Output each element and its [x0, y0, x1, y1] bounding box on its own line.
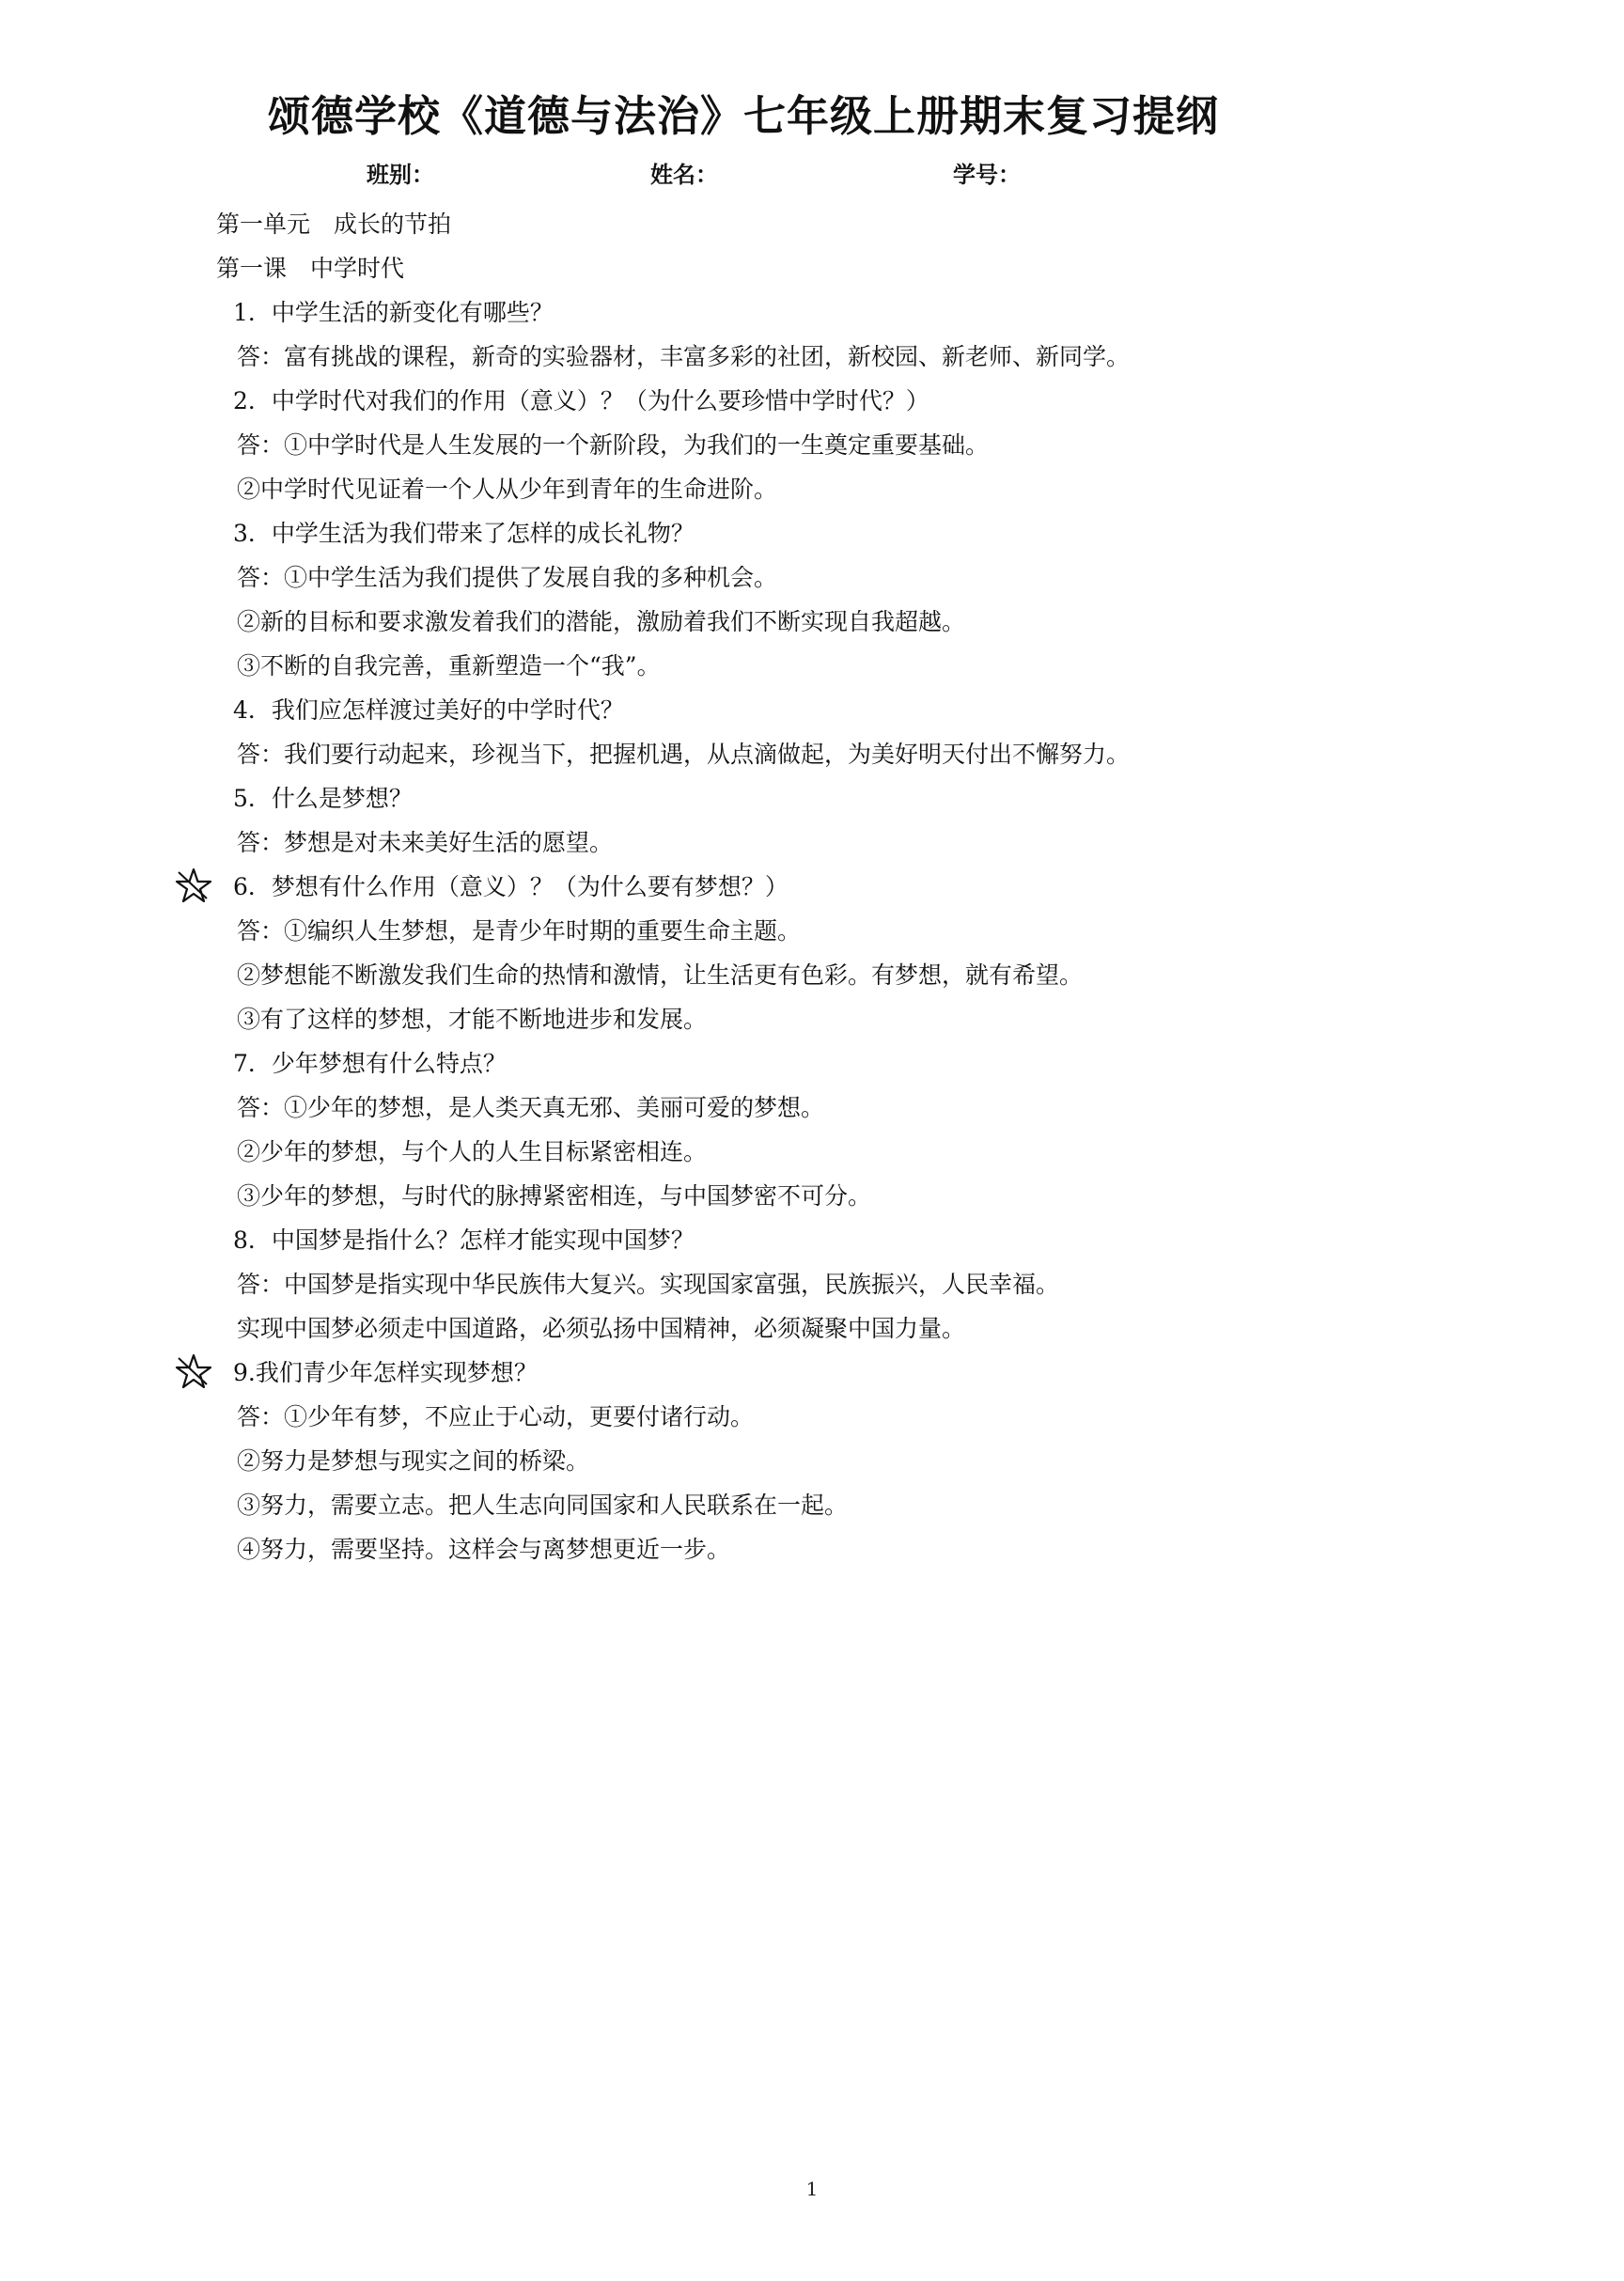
content-line-text: ③有了这样的梦想，才能不断地进步和发展。 [237, 1006, 708, 1034]
content-line [216, 732, 1558, 776]
content-line-text: 答：我们要行动起来，珍视当下，把握机遇，从点滴做起，为美好明天付出不懈努力。 [237, 741, 1131, 769]
content-line [216, 1527, 1558, 1571]
content-line-text: 答：①少年有梦，不应止于心动，更要付诸行动。 [237, 1403, 755, 1431]
content-line-text: 2．中学时代对我们的作用（意义）？（为什么要珍惜中学时代？） [233, 387, 929, 415]
content-line-text: ③少年的梦想，与时代的脉搏紧密相连，与中国梦密不可分。 [237, 1182, 872, 1211]
content-lines [216, 202, 1558, 1571]
content-line-text: 第一单元 成长的节拍 [216, 211, 452, 239]
content-line [216, 865, 1558, 909]
content-line [216, 511, 1558, 555]
content-line-text: 答：中国梦是指实现中华民族伟大复兴。实现国家富强，民族振兴，人民幸福。 [237, 1271, 1060, 1299]
content-line [216, 1174, 1558, 1218]
content-line-text: 第一课 中学时代 [216, 255, 405, 283]
content-line [216, 909, 1558, 953]
content-line-text: 8．中国梦是指什么？怎样才能实现中国梦？ [233, 1226, 695, 1255]
content-line-text: 5．什么是梦想？ [233, 785, 413, 813]
content-line [216, 953, 1558, 997]
content-line-text: 9.我们青少年怎样实现梦想？ [233, 1359, 538, 1387]
content-line-text: ③不断的自我完善，重新塑造一个“我”。 [237, 652, 661, 680]
content-line [216, 1086, 1558, 1130]
content-line [216, 467, 1558, 511]
content-line-text: 1．中学生活的新变化有哪些？ [233, 299, 554, 327]
content-line [216, 379, 1558, 423]
content-line-text: 答：①少年的梦想，是人类天真无邪、美丽可爱的梦想。 [237, 1094, 825, 1122]
content-line [216, 1041, 1558, 1086]
content-line-text: 答：①中学时代是人生发展的一个新阶段，为我们的一生奠定重要基础。 [237, 431, 990, 460]
star-annotation-icon [175, 1352, 212, 1390]
content-line-text: ④努力，需要坚持。这样会与离梦想更近一步。 [237, 1536, 731, 1564]
content-line [216, 290, 1558, 335]
content-line-text: 6．梦想有什么作用（意义）？（为什么要有梦想？） [233, 873, 789, 901]
content-line [216, 335, 1558, 379]
content-line [216, 1130, 1558, 1174]
content-line-text: 7．少年梦想有什么特点？ [233, 1050, 507, 1078]
content-line [216, 688, 1558, 732]
page-title: 颂德学校《道德与法治》七年级上册期末复习提纲 [268, 91, 1220, 141]
content-line [216, 1439, 1558, 1483]
content-line-text: 答：富有挑战的课程，新奇的实验器材，丰富多彩的社团，新校园、新老师、新同学。 [237, 343, 1131, 371]
content-line [216, 820, 1558, 865]
content-line-text: 3．中学生活为我们带来了怎样的成长礼物？ [233, 520, 695, 548]
content-line-text: ②少年的梦想，与个人的人生目标紧密相连。 [237, 1138, 708, 1166]
content-line [216, 1351, 1558, 1395]
content-line-text: ②梦想能不断激发我们生命的热情和激情，让生活更有色彩。有梦想，就有希望。 [237, 961, 1084, 990]
content-line [216, 246, 1558, 290]
page-number: 1 [805, 2178, 819, 2200]
name-field-label: 姓名： [650, 161, 718, 189]
content-line [216, 1262, 1558, 1306]
star-annotation-icon [175, 867, 212, 904]
content-line [216, 644, 1558, 688]
content-line-text: 答：①编织人生梦想，是青少年时期的重要生命主题。 [237, 917, 802, 945]
content-line [216, 1395, 1558, 1439]
content-line [216, 423, 1558, 467]
content-line [216, 1218, 1558, 1262]
content-line-text: 答：梦想是对未来美好生活的愿望。 [237, 829, 614, 857]
content-line [216, 600, 1558, 644]
content-line-text: ③努力，需要立志。把人生志向同国家和人民联系在一起。 [237, 1492, 849, 1520]
content-line [216, 202, 1558, 246]
content-line [216, 1483, 1558, 1527]
student-info-fields [282, 156, 1558, 189]
content-line-text: 实现中国梦必须走中国道路，必须弘扬中国精神，必须凝聚中国力量。 [237, 1315, 966, 1343]
class-field-label: 班别： [367, 161, 434, 189]
content-line [216, 776, 1558, 820]
content-line [216, 1306, 1558, 1351]
content-line-text: ②新的目标和要求激发着我们的潜能，激励着我们不断实现自我超越。 [237, 608, 966, 636]
content-line [216, 555, 1558, 600]
student-id-field-label: 学号： [953, 161, 1021, 189]
content-line-text: ②中学时代见证着一个人从少年到青年的生命进阶。 [237, 476, 778, 504]
content-line-text: ②努力是梦想与现实之间的桥梁。 [237, 1447, 590, 1476]
content-line [216, 997, 1558, 1041]
content-line-text: 答：①中学生活为我们提供了发展自我的多种机会。 [237, 564, 778, 592]
content-line-text: 4．我们应怎样渡过美好的中学时代？ [233, 696, 624, 725]
